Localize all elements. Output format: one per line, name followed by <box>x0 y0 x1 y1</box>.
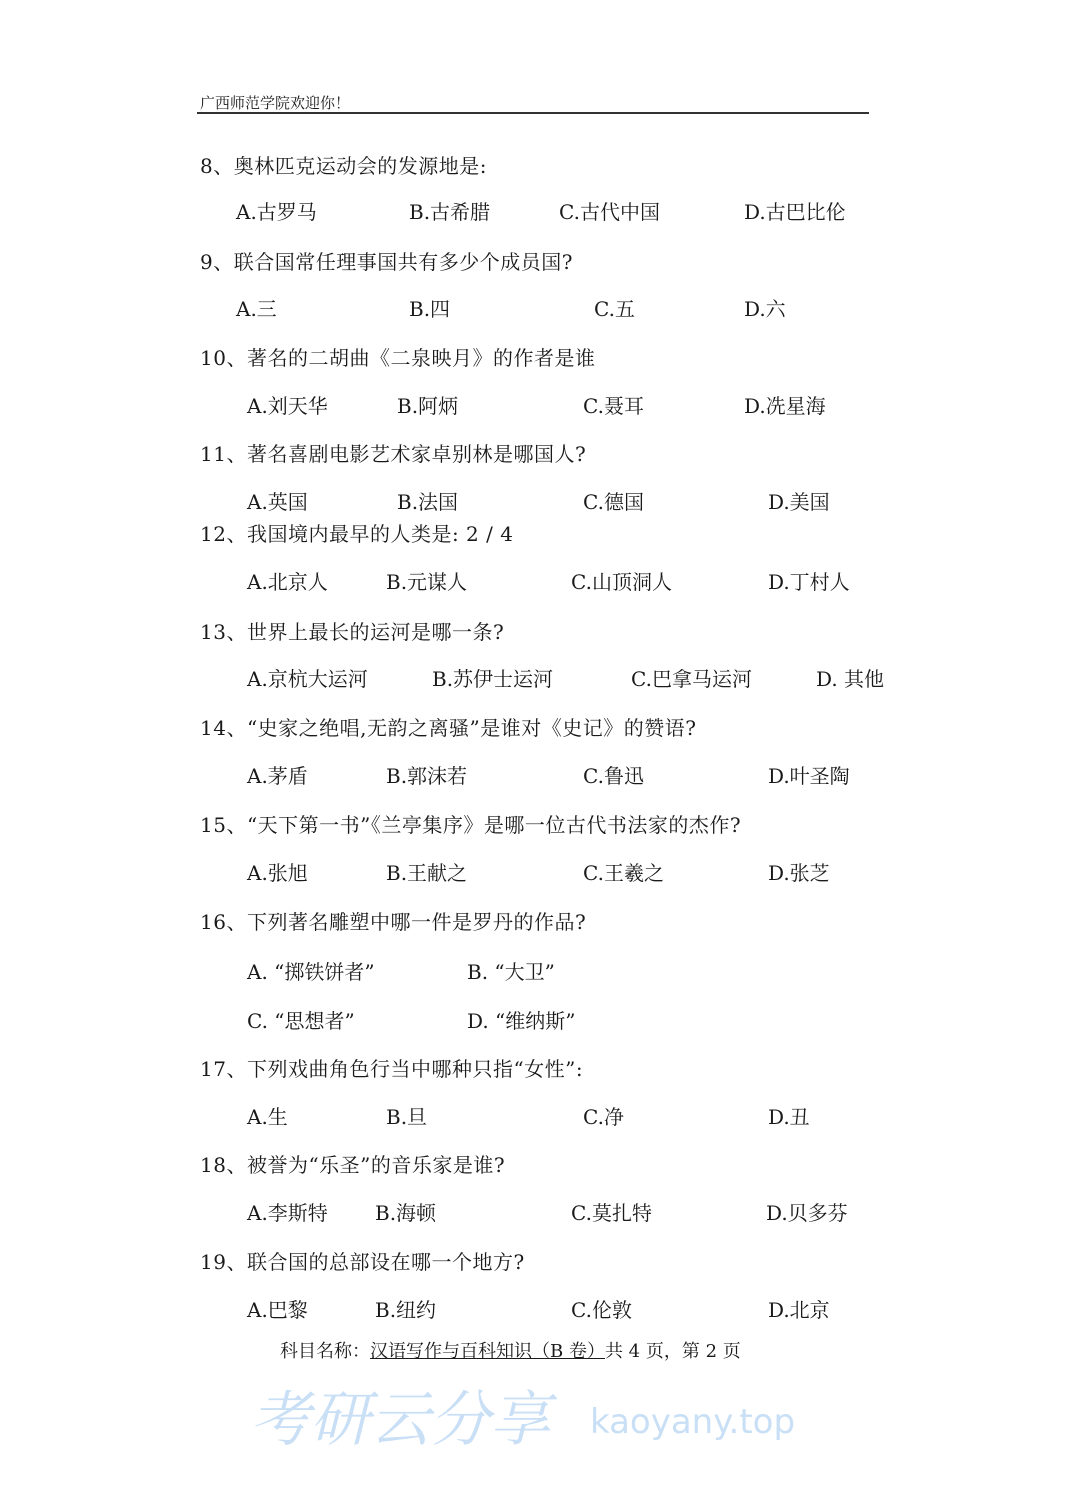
answer-option: D.贝多芬 <box>766 1201 848 1225</box>
answer-option: C.聂耳 <box>583 394 644 418</box>
question-text: 9、联合国常任理事国共有多少个成员国? <box>200 250 573 274</box>
footer-label: 科目名称： <box>280 1341 370 1362</box>
question-text: 19、联合国的总部设在哪一个地方? <box>200 1250 525 1274</box>
answer-option: B. “大卫” <box>467 960 555 984</box>
question-text: 18、被誉为“乐圣”的音乐家是谁? <box>200 1153 506 1177</box>
answer-option: A.张旭 <box>247 861 308 885</box>
header-divider <box>197 112 869 114</box>
answer-option: B.海顿 <box>375 1201 437 1225</box>
answer-option: B.纽约 <box>375 1298 437 1322</box>
watermark-url: kaoyany.top <box>590 1402 796 1442</box>
answer-option: D.古巴比伦 <box>744 200 846 224</box>
page-footer <box>280 1337 741 1363</box>
question-text: 8、奥林匹克运动会的发源地是: <box>200 154 487 178</box>
answer-option: C.鲁迅 <box>583 764 644 788</box>
answer-option: B.王献之 <box>386 861 468 885</box>
answer-option: A. “掷铁饼者” <box>247 960 375 984</box>
answer-option: D.丁村人 <box>768 570 850 594</box>
answer-option: B.旦 <box>386 1105 428 1129</box>
question-text: 15、“天下第一书”《兰亭集序》是哪一位古代书法家的杰作? <box>200 813 742 837</box>
question-text: 17、下列戏曲角色行当中哪种只指“女性”: <box>200 1057 584 1081</box>
question-text: 16、下列著名雕塑中哪一件是罗丹的作品? <box>200 910 587 934</box>
answer-option: A.茅盾 <box>247 764 308 788</box>
answer-option: B.四 <box>409 297 451 321</box>
question-text: 12、我国境内最早的人类是: 2 / 4 <box>200 522 514 546</box>
answer-option: B.苏伊士运河 <box>432 667 554 691</box>
answer-option: D.丑 <box>768 1105 810 1129</box>
answer-option: A.巴黎 <box>247 1298 308 1322</box>
answer-option: A.京杭大运河 <box>247 667 368 691</box>
question-text: 11、著名喜剧电影艺术家卓别林是哪国人? <box>200 442 587 466</box>
answer-option: D.冼星海 <box>744 394 826 418</box>
watermark-text: 考研云分享 <box>250 1385 550 1455</box>
answer-option: A.生 <box>247 1105 288 1129</box>
answer-option: B.法国 <box>397 490 459 514</box>
answer-option: B.阿炳 <box>397 394 459 418</box>
answer-option: C.伦敦 <box>571 1298 632 1322</box>
answer-option: D. “维纳斯” <box>467 1009 576 1033</box>
answer-option: A.古罗马 <box>236 200 317 224</box>
answer-option: D.叶圣陶 <box>768 764 850 788</box>
footer-pages: 共 4 页，第 2 页 <box>604 1341 741 1362</box>
footer-subject: 汉语写作与百科知识（B 卷） <box>370 1341 605 1362</box>
question-text: 13、世界上最长的运河是哪一条? <box>200 620 505 644</box>
answer-option: B.郭沫若 <box>386 764 468 788</box>
answer-option: B.古希腊 <box>409 200 491 224</box>
answer-option: C.莫扎特 <box>571 1201 652 1225</box>
answer-option: D.美国 <box>768 490 830 514</box>
answer-option: C.五 <box>594 297 635 321</box>
page-header: 广西师范学院欢迎你！ <box>200 94 351 112</box>
answer-option: C.巴拿马运河 <box>631 667 752 691</box>
answer-option: D.北京 <box>768 1298 830 1322</box>
answer-option: A.刘天华 <box>247 394 328 418</box>
answer-option: D.张芝 <box>768 861 830 885</box>
answer-option: C.净 <box>583 1105 624 1129</box>
answer-option: C. “思想者” <box>247 1009 355 1033</box>
answer-option: D.六 <box>744 297 786 321</box>
answer-option: A.北京人 <box>247 570 328 594</box>
answer-option: C.古代中国 <box>559 200 660 224</box>
answer-option: A.李斯特 <box>247 1201 328 1225</box>
answer-option: C.山顶洞人 <box>571 570 672 594</box>
question-text: 10、著名的二胡曲《二泉映月》的作者是谁 <box>200 346 596 370</box>
answer-option: C.德国 <box>583 490 644 514</box>
answer-option: A.英国 <box>247 490 308 514</box>
answer-option: B.元谋人 <box>386 570 468 594</box>
answer-option: C.王羲之 <box>583 861 664 885</box>
answer-option: D. 其他 <box>816 667 885 691</box>
question-text: 14、“史家之绝唱,无韵之离骚”是谁对《史记》的赞语? <box>200 716 697 740</box>
answer-option: A.三 <box>236 297 277 321</box>
